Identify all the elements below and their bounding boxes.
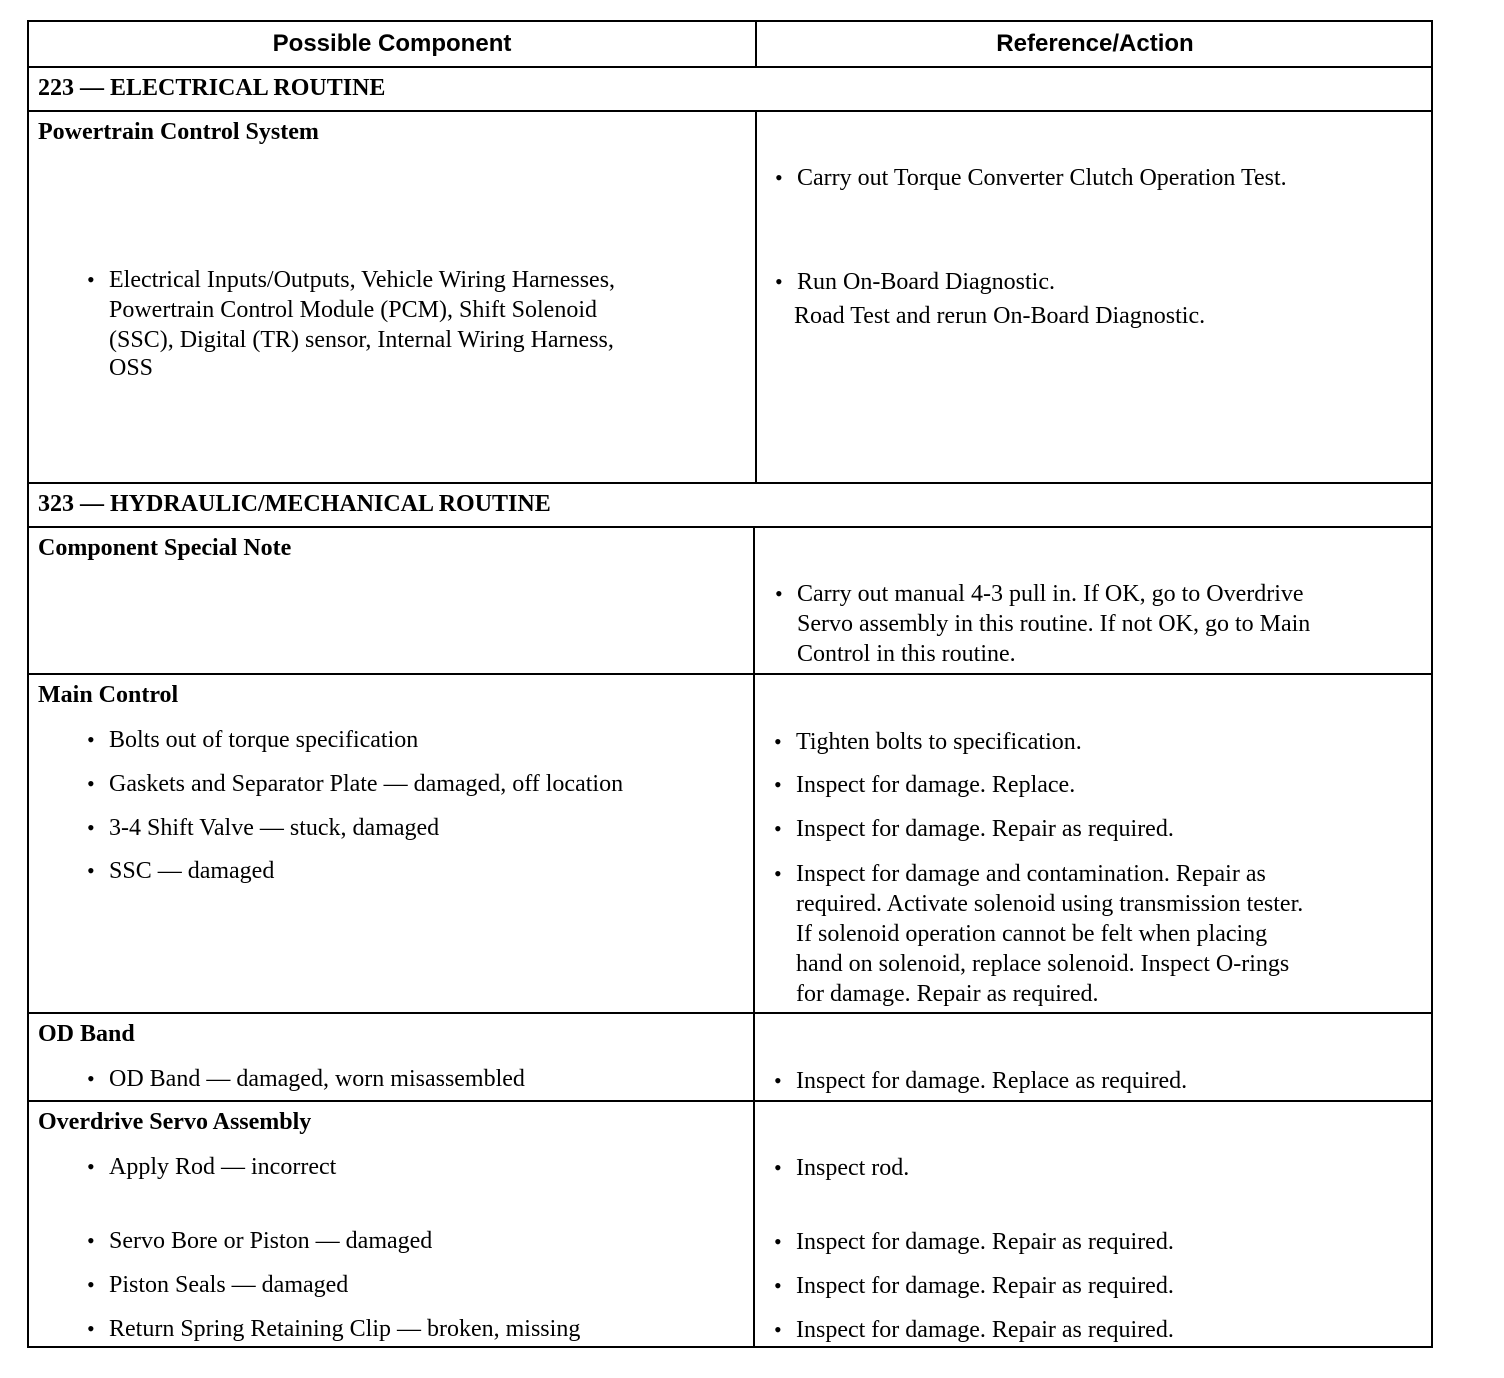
bullet-icon: • [87,1316,95,1341]
row-divider [29,526,1431,528]
component-text: Bolts out of torque specification [109,727,419,753]
bullet-icon: • [774,1155,782,1180]
section-title-electrical: 223 — ELECTRICAL ROUTINE [38,75,386,101]
action-item [775,267,1206,331]
bullet-icon: • [774,1229,782,1254]
component-text: Return Spring Retaining Clip — broken, missing [109,1316,581,1342]
bullet-icon: • [87,1272,95,1297]
bullet-icon: • [774,1068,782,1093]
group-title-overdrive-servo-assembly: Overdrive Servo Assembly [38,1109,312,1135]
component-item [87,1152,337,1182]
action-item [774,1315,1174,1345]
bullet-icon: • [774,816,782,841]
bullet-icon: • [775,581,783,606]
action-line: Carry out manual 4-3 pull in. If OK, go to Overdrive [797,581,1304,607]
action-text: Inspect rod. [796,1155,910,1181]
component-text: OD Band — damaged, worn misassembled [109,1066,525,1092]
action-text: Inspect for damage. Repair as required. [796,1317,1174,1343]
bullet-icon: • [87,267,95,292]
bullet-icon: • [774,1273,782,1298]
group-title-main-control: Main Control [38,682,179,708]
action-line: Inspect for damage and contamination. Repair as [796,861,1266,887]
component-item [87,1270,349,1300]
action-line: Run On-Board Diagnostic. [797,269,1055,295]
action-item [775,579,1311,669]
row-divider [29,1100,1431,1102]
bullet-icon: • [87,815,95,840]
component-item [87,1064,525,1094]
component-item [87,265,616,383]
bullet-icon: • [775,269,783,294]
action-text: Tighten bolts to specification. [796,729,1082,755]
section-title-hydraulic-mechanical: 323 — HYDRAULIC/MECHANICAL ROUTINE [38,491,551,517]
bullet-icon: • [87,858,95,883]
bullet-icon: • [87,1066,95,1091]
component-line: Powertrain Control Module (PCM), Shift Solenoid [109,297,597,323]
component-item [87,1314,581,1344]
action-text: Inspect for damage. Repair as required. [796,1229,1174,1255]
action-item [774,727,1082,757]
action-item [774,1066,1188,1096]
action-text: Inspect for damage. Replace as required. [796,1068,1188,1094]
action-text: Inspect for damage. Repair as required. [796,1273,1174,1299]
component-text: Piston Seals — damaged [109,1272,349,1298]
column-divider [755,110,757,482]
action-item [774,859,1304,1009]
component-item [87,1226,433,1256]
header-reference-action: Reference/Action [996,30,1194,57]
action-item [774,1227,1174,1257]
action-line: If solenoid operation cannot be felt when placing [796,921,1268,947]
component-item [87,856,275,886]
row-divider [29,1012,1431,1014]
row-divider [29,482,1431,484]
component-text: SSC — damaged [109,858,275,884]
action-line: Servo assembly in this routine. If not OK, go to Main [797,611,1311,637]
component-line: OSS [109,355,154,381]
row-divider [29,110,1431,112]
action-item [774,814,1174,844]
diagnostic-table [27,20,1433,1348]
action-item [774,770,1076,800]
component-item [87,813,440,843]
action-item [774,1271,1174,1301]
action-text: Carry out Torque Converter Clutch Operation Test. [797,165,1287,191]
action-text: Inspect for damage. Repair as required. [796,816,1174,842]
component-item [87,725,419,755]
component-text: Apply Rod — incorrect [109,1154,337,1180]
component-text: 3-4 Shift Valve — stuck, damaged [109,815,440,841]
bullet-icon: • [774,1317,782,1342]
component-line: Electrical Inputs/Outputs, Vehicle Wiring Harnesses, [109,267,616,293]
bullet-icon: • [87,1228,95,1253]
bullet-icon: • [774,729,782,754]
component-item [87,769,624,799]
action-text: Inspect for damage. Replace. [796,772,1076,798]
action-line: Road Test and rerun On-Board Diagnostic. [794,303,1206,329]
row-divider [29,66,1431,68]
action-line: for damage. Repair as required. [796,981,1099,1007]
row-divider [29,673,1431,675]
bullet-icon: • [774,772,782,797]
column-divider [753,526,755,1348]
group-title-powertrain-control-system: Powertrain Control System [38,119,319,145]
component-line: (SSC), Digital (TR) sensor, Internal Wiring Harness, [109,327,614,353]
action-line: hand on solenoid, replace solenoid. Inspect O-rings [796,951,1290,977]
bullet-icon: • [87,727,95,752]
header-possible-component: Possible Component [272,30,512,57]
bullet-icon: • [774,861,782,886]
action-line: required. Activate solenoid using transmission tester. [796,891,1304,917]
component-text: Gaskets and Separator Plate — damaged, off location [109,771,624,797]
bullet-icon: • [87,1154,95,1179]
component-text: Servo Bore or Piston — damaged [109,1228,433,1254]
bullet-icon: • [87,771,95,796]
action-line: Control in this routine. [797,641,1016,667]
bullet-icon: • [775,165,783,190]
group-title-od-band: OD Band [38,1021,135,1047]
action-item [775,163,1287,193]
group-title-component-special-note: Component Special Note [38,535,292,561]
action-item [774,1153,910,1183]
